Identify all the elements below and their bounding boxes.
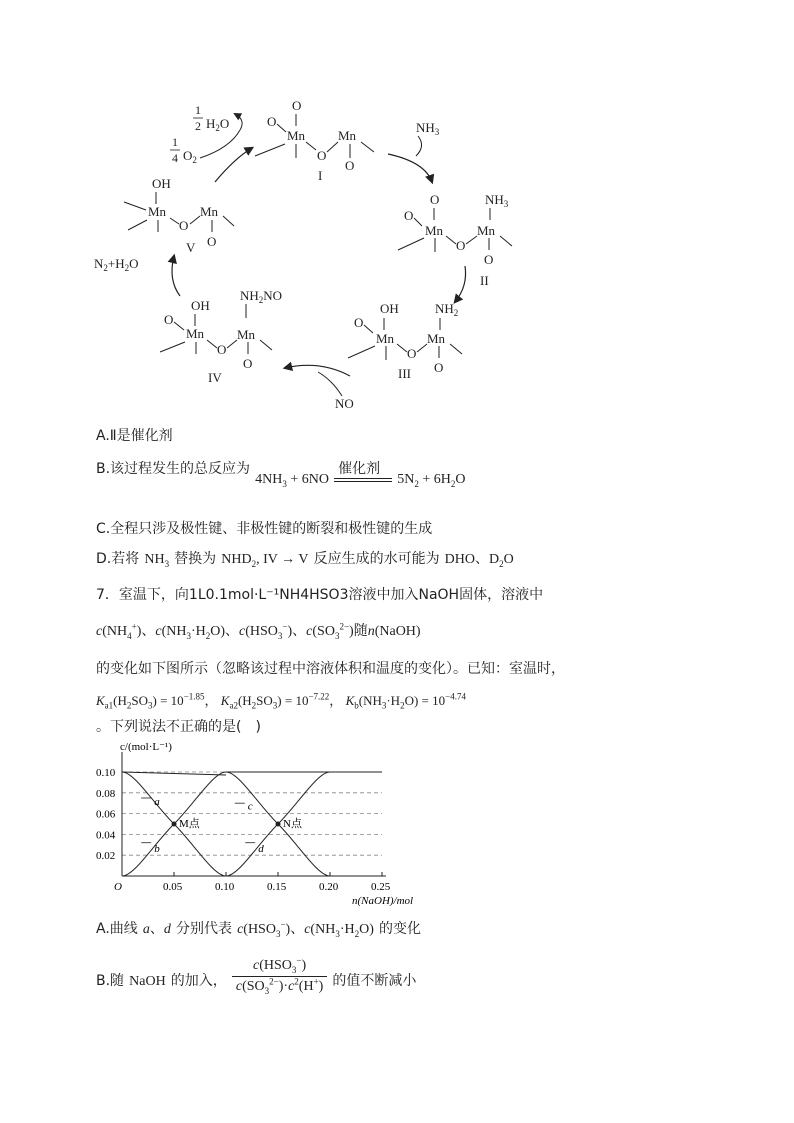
catalyst-arrow: [334, 458, 392, 488]
svg-text:Mn: Mn: [477, 223, 496, 238]
x-tick-label: 0.20: [319, 881, 339, 893]
svg-text:Mn: Mn: [148, 204, 167, 219]
svg-text:4: 4: [172, 151, 178, 165]
chart-ticks: [96, 767, 391, 893]
svg-text:O: O: [164, 312, 174, 327]
structure-I: [255, 98, 374, 183]
series-plateau-top-left: [122, 772, 226, 775]
svg-text:Mn: Mn: [287, 128, 306, 143]
arrow-III-to-IV: [285, 365, 350, 376]
svg-text:O: O: [243, 356, 253, 371]
q7-stem-question: 。下列说法不正确的是( ): [96, 719, 261, 735]
svg-text:O: O: [434, 360, 444, 375]
svg-text:O2: $O_2$: [183, 148, 197, 165]
q7-stem-line1: 7．室温下，向1L0.1mol·L⁻¹NH4HSO3溶液中加入NaOH固体，溶液中: [96, 587, 544, 603]
svg-text:O: O: [484, 252, 494, 267]
arrow-V-to-I: [215, 148, 252, 182]
catalytic-cycle-diagram: [80, 90, 520, 420]
svg-text:1: 1: [195, 103, 201, 117]
svg-text:O: O: [207, 234, 217, 249]
svg-text:O: O: [267, 114, 277, 129]
svg-text:NH2NO: $NH_2NO$: [240, 288, 283, 305]
label-IV: IV: [208, 370, 222, 385]
option-6D: D.若将 $NH_3$ 替换为 $NHD_2$, IV → V 反应生成的水可能为 DHO、$D_2O$: [96, 551, 514, 569]
svg-text:Mn: Mn: [425, 223, 444, 238]
x-tick-label: 0.05: [163, 881, 183, 893]
option-6B-prefix: B.该过程发生的总反应为: [96, 461, 251, 477]
catalyst-label: 催化剂: [338, 461, 381, 477]
intersection-label: N点: [283, 818, 302, 830]
option-6B-rhs: $5N_2 + 6H_2O$: [397, 472, 466, 489]
o2-label: [170, 135, 197, 165]
arrow-II-to-III: [455, 266, 466, 302]
svg-text:O: O: [404, 208, 414, 223]
q7-constants: $K_{a1}(H_2SO_3) = 10^{-1.85}$， $K_{a2}(H_2SO_3) = 10^{-7.22}$， $K_b(NH_3\cdot H_2O) = 10^{-4.74}$: [96, 691, 466, 711]
structure-II: [398, 192, 512, 288]
svg-text:NH2: $NH_2$: [435, 301, 459, 318]
svg-text:O: O: [407, 346, 417, 361]
x-tick-label: 0.10: [215, 881, 235, 893]
nh3-label: $NH_3$: [416, 120, 440, 137]
svg-text:O: O: [292, 98, 302, 113]
option-7A: A.曲线 a、d 分别代表 $c(HSO_3^-)$、$c(NH_3\cdot H_2O)$ 的变化: [96, 919, 421, 939]
series-label-b: b: [154, 842, 160, 855]
svg-text:H2O: $H_2O$: [206, 116, 230, 133]
y-tick-label: 0.08: [96, 787, 116, 800]
x-tick-label: O: [114, 881, 122, 893]
intersection-label: M点: [179, 818, 200, 830]
x-tick-label: 0.25: [371, 881, 391, 893]
option-7B-fraction: $c(HSO_3^-)$ $c(SO_3^{2-})\cdot c^2(H^+)$: [232, 958, 327, 995]
h2o-label: [193, 103, 229, 133]
nh3-in-arrow: [416, 136, 422, 156]
option-6A: A.Ⅱ是催化剂: [96, 428, 173, 444]
svg-text:O: O: [456, 238, 466, 253]
svg-text:Mn: Mn: [376, 331, 395, 346]
series-label-d: d: [258, 842, 264, 855]
x-axis-label: n(NaOH)/mol: [352, 895, 414, 907]
label-V: V: [186, 240, 196, 255]
structure-IV: [160, 288, 282, 385]
svg-text:Mn: Mn: [338, 128, 357, 143]
svg-text:OH: OH: [152, 176, 171, 191]
option-6C: C.全程只涉及极性键、非极性键的断裂和极性键的生成: [96, 521, 433, 537]
x-tick-label: 0.15: [267, 881, 287, 893]
label-II: II: [480, 273, 489, 288]
intersection-point: [172, 822, 177, 827]
svg-text:Mn: Mn: [186, 326, 205, 341]
svg-text:O: O: [217, 342, 227, 357]
no-in-arrow: [318, 372, 342, 396]
y-axis-label: c/(mol·L⁻¹): [120, 741, 172, 753]
y-tick-label: 0.06: [96, 808, 116, 821]
label-I: I: [318, 168, 323, 183]
option-7B: B.随 NaOH 的加入， $c(HSO_3^-)$ $c(SO_3^{2-})\cdot c^2(H^+)$ 的值不断减小: [96, 955, 417, 996]
svg-text:Mn: Mn: [427, 331, 446, 346]
y-tick-label: 0.04: [96, 829, 116, 842]
q7-stem-line2: $c(NH_4^+)$、$c(NH_3\cdot H_2O)$、$c(HSO_3^-)$、$c(SO_3^{2-})$随n(NaOH): [96, 621, 421, 641]
svg-text:Mn: Mn: [200, 204, 219, 219]
svg-text:O: O: [345, 158, 355, 173]
y-tick-label: 0.02: [96, 850, 116, 863]
svg-text:1: 1: [172, 135, 178, 149]
svg-text:O: O: [354, 315, 364, 330]
svg-text:O: O: [179, 218, 189, 233]
svg-text:O: O: [317, 148, 327, 163]
option-6B-lhs: $4NH_3 + 6NO$: [255, 472, 330, 489]
series-label-a: a: [154, 796, 160, 809]
svg-text:OH: OH: [191, 298, 210, 313]
no-label: NO: [335, 396, 354, 411]
y-tick-label: 0.10: [96, 767, 116, 779]
label-III: III: [398, 366, 411, 381]
q7-stem-line3: 的变化如下图所示（忽略该过程中溶液体积和温度的变化）。已知：室温时，: [96, 661, 565, 677]
svg-text:O: O: [430, 192, 440, 207]
svg-text:2: 2: [195, 119, 201, 133]
svg-text:NH3: $NH_3$: [485, 192, 509, 209]
n2-h2o-label: $N_2+H_2O$: [94, 256, 139, 273]
arrow-I-to-II: [388, 154, 432, 182]
series-label-c: c: [247, 800, 253, 813]
chart-series: [122, 772, 382, 876]
option-6B: [96, 458, 465, 488]
structure-III: [348, 301, 462, 381]
concentration-chart: [90, 740, 420, 910]
structure-V: [124, 176, 234, 255]
svg-text:Mn: Mn: [237, 327, 256, 342]
svg-text:OH: OH: [380, 301, 399, 316]
arrow-IV-to-V: [172, 256, 180, 296]
intersection-point: [276, 822, 281, 827]
